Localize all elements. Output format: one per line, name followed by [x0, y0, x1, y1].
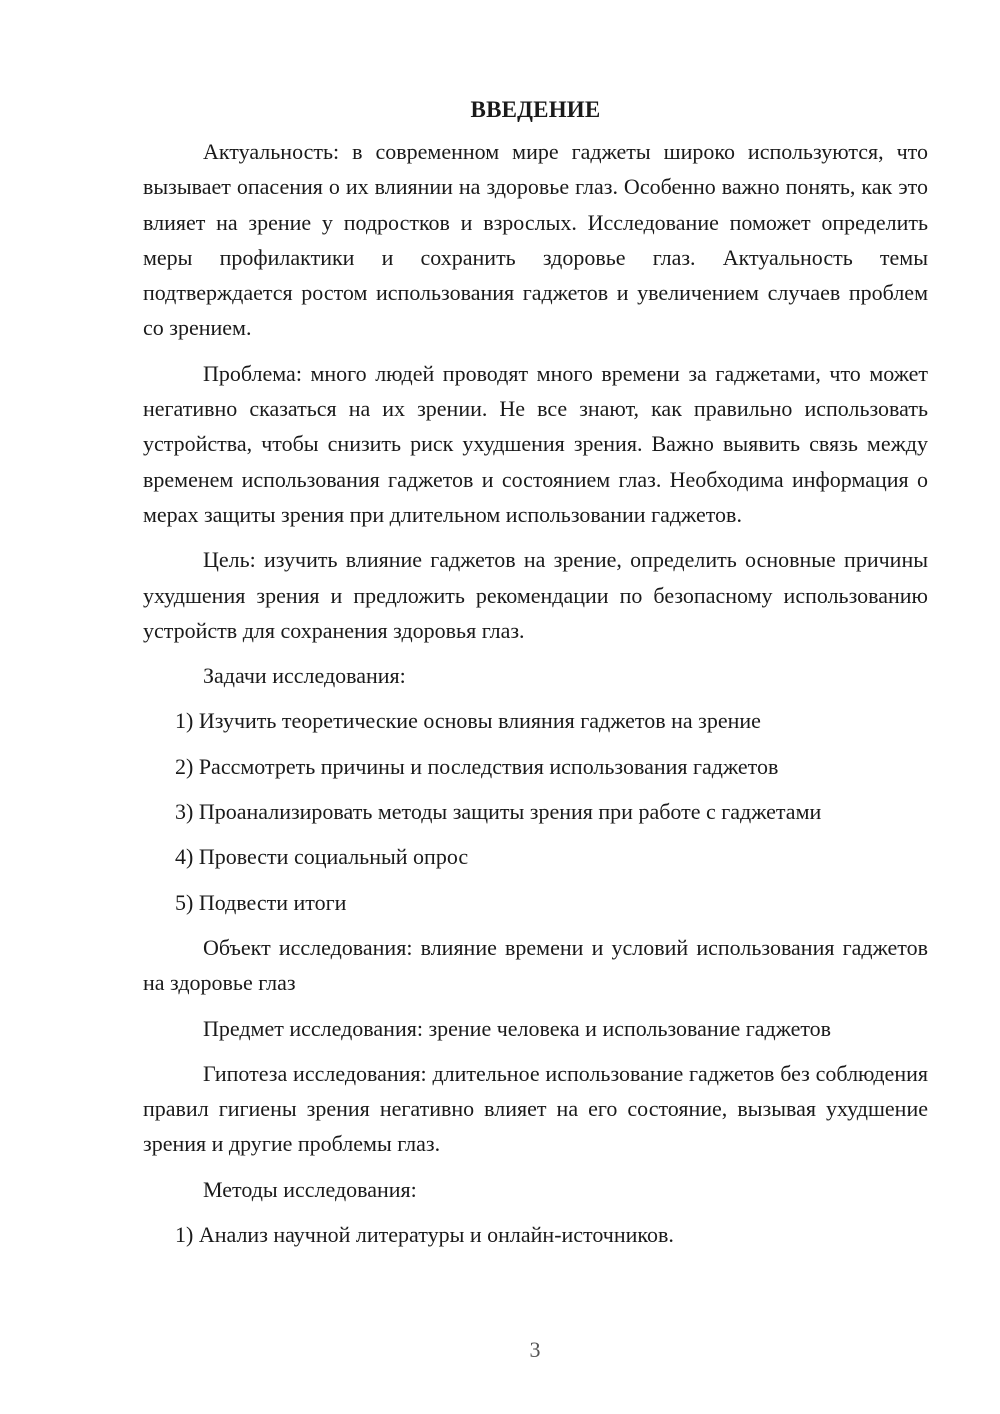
task-item-2: 2) Рассмотреть причины и последствия использования гаджетов [175, 753, 779, 779]
relevance-paragraph: Актуальность: в современном мире гаджеты широко используются, что вызывает опасения о их влиянии на здоровье глаз. Особенно важно понять, как это влияет на зрение у подростков и взрослых. Исследование поможет определить меры профилактики и сохранить здоровье глаз. Актуальность темы подтверждается ростом использования гаджетов и увеличением случаев проблем со зрением. [143, 139, 928, 341]
methods-heading: Методы исследования: [203, 1176, 417, 1202]
tasks-heading: Задачи исследования: [203, 663, 406, 689]
problem-paragraph: Проблема: много людей проводят много времени за гаджетами, что может негативно сказаться на их зрении. Не все знают, как правильно использовать устройства, чтобы снизить риск ухудшения зрения. Важно выявить связь между временем использования гаджетов и состоянием глаз. Необходима информация о мерах защиты зрения при длительном использовании гаджетов. [143, 360, 928, 527]
section-title: ВВЕДЕНИЕ [470, 97, 601, 122]
task-item-1: 1) Изучить теоретические основы влияния гаджетов на зрение [175, 708, 761, 734]
task-item-4: 4) Провести социальный опрос [175, 844, 469, 870]
task-item-3: 3) Проанализировать методы защиты зрения при работе с гаджетами [175, 799, 822, 825]
subject-paragraph: Предмет исследования: зрение человека и использование гаджетов [203, 1015, 832, 1041]
goal-paragraph: Цель: изучить влияние гаджетов на зрение, определить основные причины ухудшения зрения и предложить рекомендации по безопасному использованию устройств для сохранения здоровья глаз. [143, 547, 928, 643]
method-item-1: 1) Анализ научной литературы и онлайн-источников. [175, 1222, 674, 1248]
hypothesis-paragraph: Гипотеза исследования: длительное использование гаджетов без соблюдения правил гигиены зрения негативно влияет на его состояние, вызывая ухудшение зрения и другие проблемы глаз. [143, 1060, 928, 1157]
task-item-5: 5) Подвести итоги [175, 889, 347, 915]
page-content [143, 92, 928, 1262]
page-number: 3 [529, 1337, 541, 1362]
object-paragraph: Объект исследования: влияние времени и условий использования гаджетов на здоровье глаз [143, 934, 928, 996]
